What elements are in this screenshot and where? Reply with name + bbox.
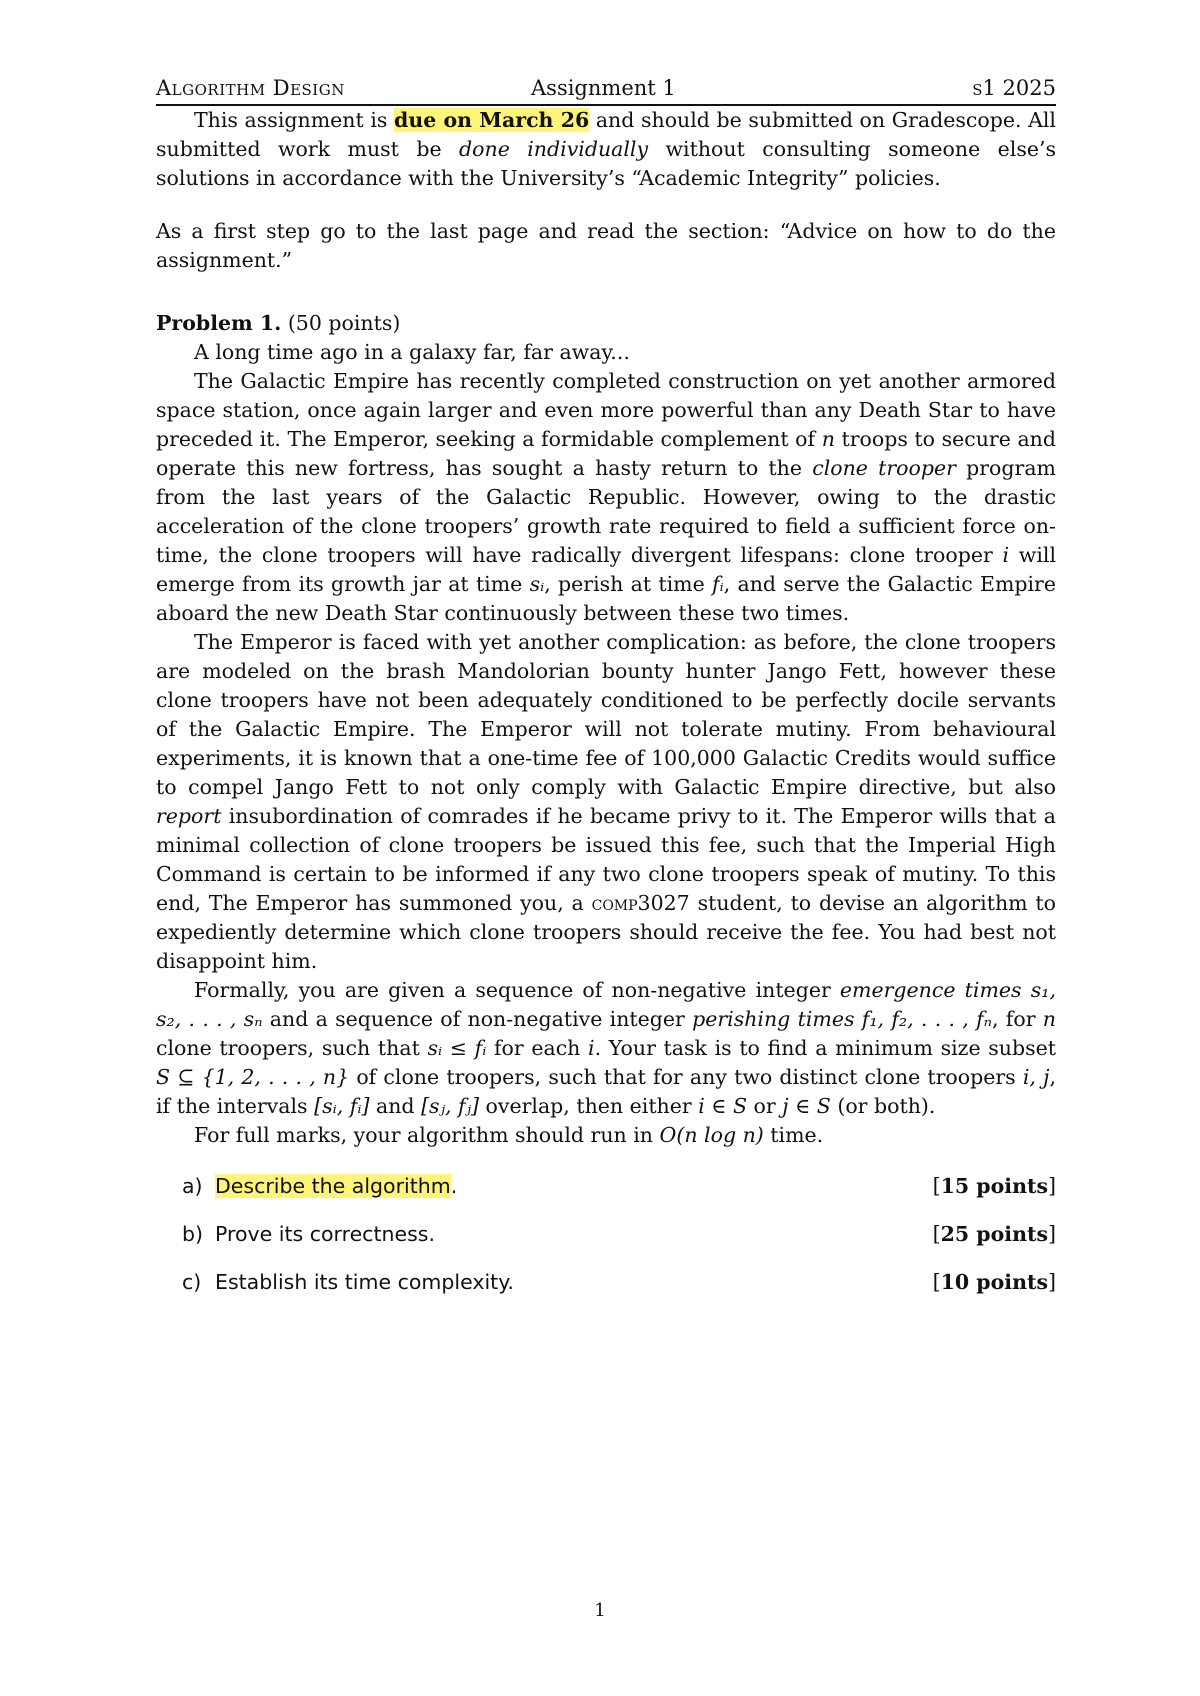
task-points: [25 points] [932, 1222, 1056, 1246]
problem-heading [156, 309, 1056, 338]
task-label: c) [182, 1270, 202, 1294]
task-text: Prove its correctness. [215, 1222, 435, 1246]
clone-trooper-emphasis: clone trooper [812, 456, 956, 480]
report-emphasis: report [156, 804, 222, 828]
math: sᵢ [529, 572, 545, 596]
text: of clone troopers, such that for any two distinct clone troopers [349, 1065, 1023, 1089]
text: The Galactic Empire has recently completed construction on yet another armored space station, once again larger and even more powerful than any Death Star to have preceded it. The Emperor, seeking a formidable complement of [156, 369, 1056, 451]
emergence-emphasis: emergence times [839, 978, 1022, 1002]
problem-points: (50 points) [281, 311, 401, 335]
text: program from the last years of the Galactic Republic. However, owing to the drastic acceleration of the clone troopers’ growth rate required to field a sufficient force on-time, the clone troopers will have radically divergent lifespans: clone trooper [156, 456, 1056, 567]
text: troops to secure and operate this new fortress, has sought a hasty return to the [156, 427, 1056, 480]
math: n [821, 427, 835, 451]
intro-text: This assignment is [194, 108, 394, 132]
math: f₁, f₂, . . . , fₙ [854, 1007, 992, 1031]
task-item [156, 1220, 1056, 1268]
text: will emerge from its growth jar at time [156, 543, 1056, 596]
task-label: b) [182, 1222, 204, 1246]
math: sᵢ ≤ fᵢ [427, 1036, 487, 1060]
math: i [588, 1036, 595, 1060]
text: For full marks, your algorithm should run in [194, 1123, 660, 1147]
math: [sⱼ, fⱼ] [421, 1094, 480, 1118]
task-points: [10 points] [932, 1270, 1056, 1294]
task-suffix: . [450, 1174, 458, 1198]
due-date-highlight: due on March 26 [394, 108, 590, 132]
text: overlap, then either [479, 1094, 699, 1118]
text: , and serve the Galactic Empire aboard the new Death Star continuously between these two times. [156, 572, 1056, 625]
term-label: s1 2025 [972, 76, 1056, 100]
text: . Your task is to find a minimum size subset [594, 1036, 1056, 1060]
individually-emphasis: done individually [459, 137, 649, 161]
problem-paragraph-3 [156, 976, 1056, 1121]
task-points: [15 points] [932, 1174, 1056, 1198]
task-text: Describe the algorithm [215, 1174, 451, 1198]
document-body [156, 106, 1056, 1316]
math: j ∈ S [782, 1094, 831, 1118]
math: i, j [1022, 1065, 1050, 1089]
math: i ∈ S [698, 1094, 748, 1118]
math: fᵢ [711, 572, 724, 596]
text: student, to devise an algorithm to expediently determine which clone troopers should receive the fee. You had best not disappoint him. [156, 891, 1056, 973]
text: (or both). [830, 1094, 936, 1118]
task-item [156, 1172, 1056, 1220]
task-text: Establish its time complexity. [215, 1270, 514, 1294]
math: n [1042, 1007, 1056, 1031]
intro-paragraph [156, 106, 1056, 193]
text: clone troopers, such that [156, 1036, 428, 1060]
math: [sᵢ, fᵢ] [314, 1094, 370, 1118]
course-code: comp3027 [591, 891, 690, 915]
advice-paragraph: As a first step go to the last page and read the section: “Advice on how to do the assignment.” [156, 219, 1056, 272]
text: for each [486, 1036, 589, 1060]
assignment-title: Assignment 1 [531, 76, 676, 100]
text: , if the intervals [156, 1065, 1056, 1118]
math: s₁, s₂, . . . , sₙ [156, 978, 1056, 1031]
text: The Emperor is faced with yet another complication: as before, the clone troopers are modeled on the brash Mandolorian bounty hunter Jango Fett, however these clone troopers have not been adequately conditioned to be perfectly docile servants of the Galactic Empire. The Emperor will not tolerate mutiny. From behavioural experiments, it is known that a one-time fee of 100,000 Galactic Credits would suffice to compel Jango Fett to not only comply with Galactic Empire directive, but also [156, 630, 1056, 799]
text: and a sequence of non-negative integer [262, 1007, 693, 1031]
problem-opening-line: A long time ago in a galaxy far, far away... [194, 340, 630, 364]
task-item [156, 1268, 1056, 1316]
problem-title: Problem 1. [156, 311, 282, 335]
text: time. [763, 1123, 824, 1147]
task-label: a) [182, 1174, 203, 1198]
math: i [1002, 543, 1010, 567]
page [156, 76, 1056, 1316]
text: or [747, 1094, 783, 1118]
problem-paragraph-2 [156, 628, 1056, 976]
task-list [156, 1172, 1056, 1316]
text: and [369, 1094, 422, 1118]
intro-text: and should be submitted on Gradescope. All submitted work must be [156, 108, 1056, 161]
text: Formally, you are given a sequence of non-negative integer [194, 978, 840, 1002]
intro-text: without consulting someone else’s solutions in accordance with the University’s “Academic Integrity” policies. [156, 137, 1057, 190]
page-header [156, 76, 1056, 106]
course-title: Algorithm Design [156, 76, 345, 100]
math: O(n log n) [659, 1123, 764, 1147]
perishing-emphasis: perishing times [692, 1007, 855, 1031]
problem-paragraph-1 [156, 367, 1056, 628]
text: , for [991, 1007, 1043, 1031]
math: S ⊆ {1, 2, . . . , n} [156, 1065, 350, 1089]
problem-paragraph-4 [156, 1121, 1056, 1150]
text: insubordination of comrades if he became privy to it. The Emperor wills that a minimal collection of clone troopers be issued this fee, such that the Imperial High Command is certain to be informed if any two clone troopers speak of mutiny. To this end, The Emperor has summoned you, a [156, 804, 1056, 915]
page-number: 1 [594, 1600, 606, 1621]
text: , perish at time [544, 572, 712, 596]
